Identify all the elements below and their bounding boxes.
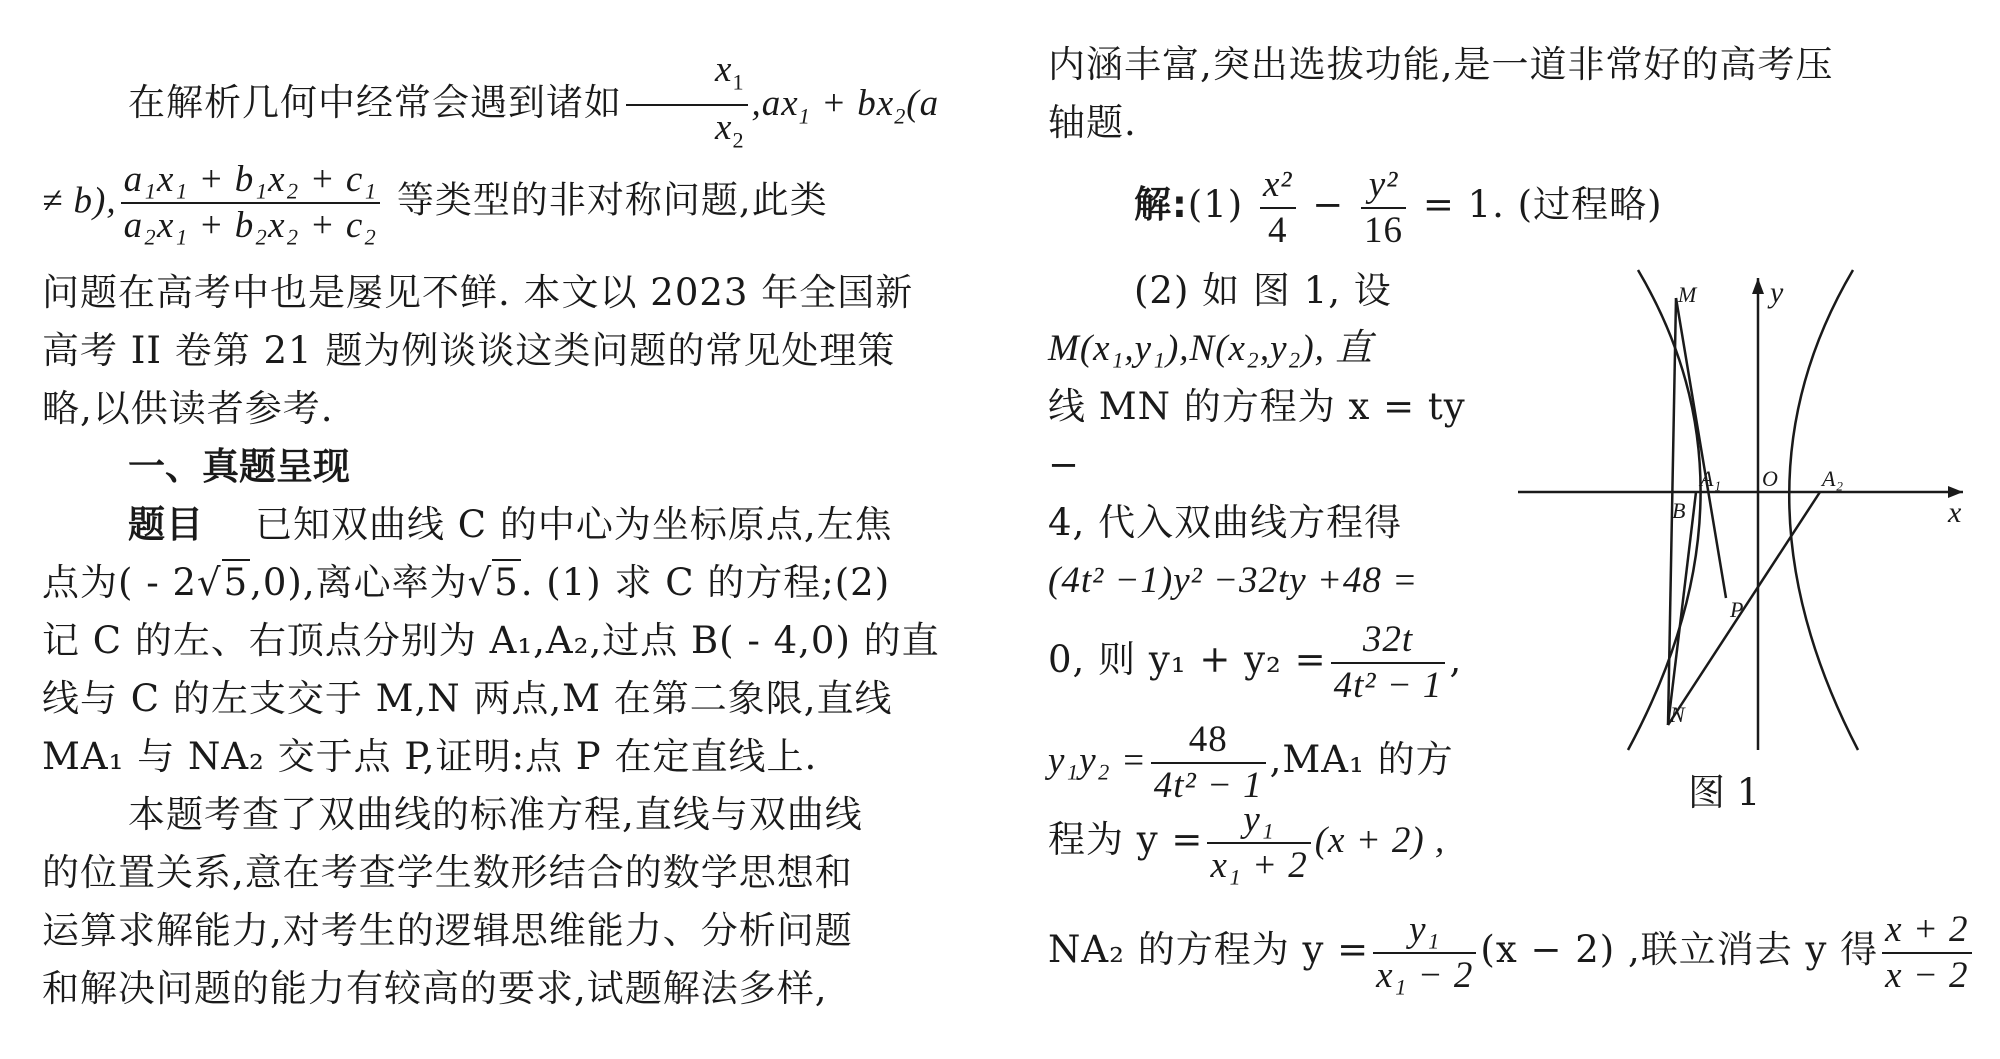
comma: , <box>1449 638 1463 681</box>
label-x: x <box>1948 496 1962 529</box>
fraction-x-plus-2-over-x-minus-2 <box>1882 908 1971 998</box>
problem-line-4: 线与 C 的左支交于 M,N 两点,M 在第二象限,直线 <box>42 677 893 720</box>
fraction-y1-over-x1-plus-2 <box>1207 798 1310 888</box>
solution-label: 解: <box>1134 183 1188 226</box>
label-O: O <box>1762 466 1778 491</box>
math-text: NA₂ 的方程为 y = <box>1048 928 1370 971</box>
intro-line-2 <box>42 158 962 248</box>
part2-line-9 <box>1048 900 1988 1000</box>
hyperbola-figure <box>1508 260 1968 760</box>
line-MA1 <box>1676 298 1726 598</box>
part2-line-8 <box>1048 790 1988 891</box>
problem-text: ,0),离心率为 <box>250 561 468 604</box>
sub: 2 <box>894 103 907 129</box>
continuation-line-2: 轴题. <box>1048 101 1137 144</box>
analysis-line-4: 和解决问题的能力有较高的要求,试题解法多样, <box>42 967 828 1010</box>
part2-line-2: M(x₁,y₁),N(x₂,y₂), 直 <box>1048 328 1374 369</box>
fraction-32t <box>1331 618 1446 708</box>
label-y: y <box>1770 276 1784 309</box>
frac-den: x − 2 <box>1885 954 1969 996</box>
frac-den: 4 <box>1267 209 1288 251</box>
y-axis-arrow-icon <box>1752 278 1764 294</box>
part-number: (1) <box>1187 183 1244 226</box>
section-title: 一、真题呈现 <box>128 445 350 488</box>
fraction-y1-over-x1-minus-2 <box>1373 908 1476 998</box>
problem-line-5: MA₁ 与 NA₂ 交于点 P,证明:点 P 在定直线上. <box>42 735 818 778</box>
label-B: B <box>1672 498 1686 523</box>
frac-den: x₁ + 2 <box>1210 844 1308 886</box>
sqrt-5: 5 <box>223 561 249 604</box>
frac-num: 32t <box>1331 618 1446 664</box>
problem-line-1 <box>42 496 962 554</box>
part2-line-6 <box>1048 610 1508 710</box>
hyperbola-left-branch <box>1628 270 1701 750</box>
sqrt-5: 5 <box>494 561 519 604</box>
frac-num: x² <box>1260 163 1296 209</box>
frac-num: y² <box>1361 163 1406 209</box>
math-neq-b: ≠ b), <box>42 180 117 222</box>
math-text: 0, 则 y₁ + y₂ = <box>1048 638 1327 681</box>
frac-den: 4t² − 1 <box>1153 764 1263 806</box>
sub: 1 <box>732 69 745 95</box>
fraction-x2-over-4 <box>1260 163 1296 253</box>
frac-den: x <box>715 107 733 149</box>
fraction-y2-over-16 <box>1361 163 1406 253</box>
frac-num: y₁ <box>1373 908 1476 954</box>
problem-line-2: 点为( - 2√5,0),离心率为√5. (1) 求 C 的方程;(2) <box>42 561 891 604</box>
solution-part-1 <box>1134 162 1974 253</box>
fraction-x1-over-x2 <box>626 48 748 163</box>
frac-num: a₁x₁ + b₁x₂ + c₁ <box>121 158 381 204</box>
intro-text: 在解析几何中经常会遇到诸如 <box>128 80 622 124</box>
problem-text: . (1) 求 C 的方程;(2) <box>520 561 891 604</box>
part2-line-3: 线 MN 的方程为 x = ty − <box>1048 385 1466 486</box>
sub: 2 <box>732 127 745 153</box>
sub: 1 <box>798 103 811 129</box>
part2-line-5: (4t² −1)y² −32ty +48 = <box>1048 560 1419 601</box>
intro-line-4: 高考 II 卷第 21 题为例谈谈这类问题的常见处理策 <box>42 329 896 372</box>
figure-caption: 图 1 <box>1688 771 1761 814</box>
minus: − <box>1312 183 1345 226</box>
label-A2: A₂ <box>1822 466 1844 491</box>
label-P: P <box>1730 597 1744 622</box>
frac-den: x₁ − 2 <box>1376 954 1474 996</box>
frac-num: x + 2 <box>1882 908 1971 954</box>
analysis-line-3: 运算求解能力,对考生的逻辑思维能力、分析问题 <box>42 909 853 952</box>
frac-den: 4t² − 1 <box>1333 664 1443 706</box>
fraction-linear <box>121 158 381 248</box>
math-bx: + bx <box>810 82 895 124</box>
math-text: ,MA₁ 的方 <box>1269 738 1454 781</box>
intro-line-3: 问题在高考中也是屡见不鲜. 本文以 2023 年全国新 <box>42 271 914 314</box>
problem-line-3: 记 C 的左、右顶点分别为 A₁,A₂,过点 B( - 4,0) 的直 <box>42 619 940 662</box>
intro-line-1 <box>42 48 962 163</box>
analysis-line-2: 的位置关系,意在考查学生数形结合的数学思想和 <box>42 851 853 894</box>
problem-text: 已知双曲线 C 的中心为坐标原点,左焦 <box>255 503 893 546</box>
problem-label: 题目 <box>128 503 204 546</box>
label-N: N <box>1670 702 1685 727</box>
math-a: (a <box>906 82 940 124</box>
frac-den: 16 <box>1364 209 1404 251</box>
frac-num: x <box>715 49 733 90</box>
equals-one: = 1. (过程略) <box>1422 183 1663 226</box>
intro-line-5: 略,以供读者参考. <box>42 387 334 430</box>
math-text: (x − 2) ,联立消去 y 得 <box>1480 928 1879 971</box>
analysis-line-1: 本题考查了双曲线的标准方程,直线与双曲线 <box>128 793 863 836</box>
solution-part-2 <box>1048 262 1508 811</box>
frac-den: a₂x₁ + b₂x₂ + c₂ <box>123 205 378 246</box>
intro-text: 等类型的非对称问题,此类 <box>384 178 828 222</box>
math-ax: ,ax <box>751 82 799 124</box>
hyperbola-right-branch <box>1789 270 1858 750</box>
frac-num: 48 <box>1151 718 1266 764</box>
label-A1: A₁ <box>1700 466 1722 491</box>
math-text: y₁y₂ = <box>1048 740 1147 781</box>
part2-line-4: 4, 代入双曲线方程得 <box>1048 501 1403 544</box>
continuation-line-1: 内涵丰富,突出选拔功能,是一道非常好的高考压 <box>1048 43 1834 86</box>
problem-text: 点为( - 2 <box>42 561 197 604</box>
math-text: 程为 y = <box>1048 818 1204 861</box>
frac-num: y₁ <box>1207 798 1310 844</box>
label-M: M <box>1678 282 1697 307</box>
math-text: (x + 2) , <box>1314 820 1446 861</box>
part2-line-1: (2) 如 图 1, 设 <box>1134 269 1392 312</box>
